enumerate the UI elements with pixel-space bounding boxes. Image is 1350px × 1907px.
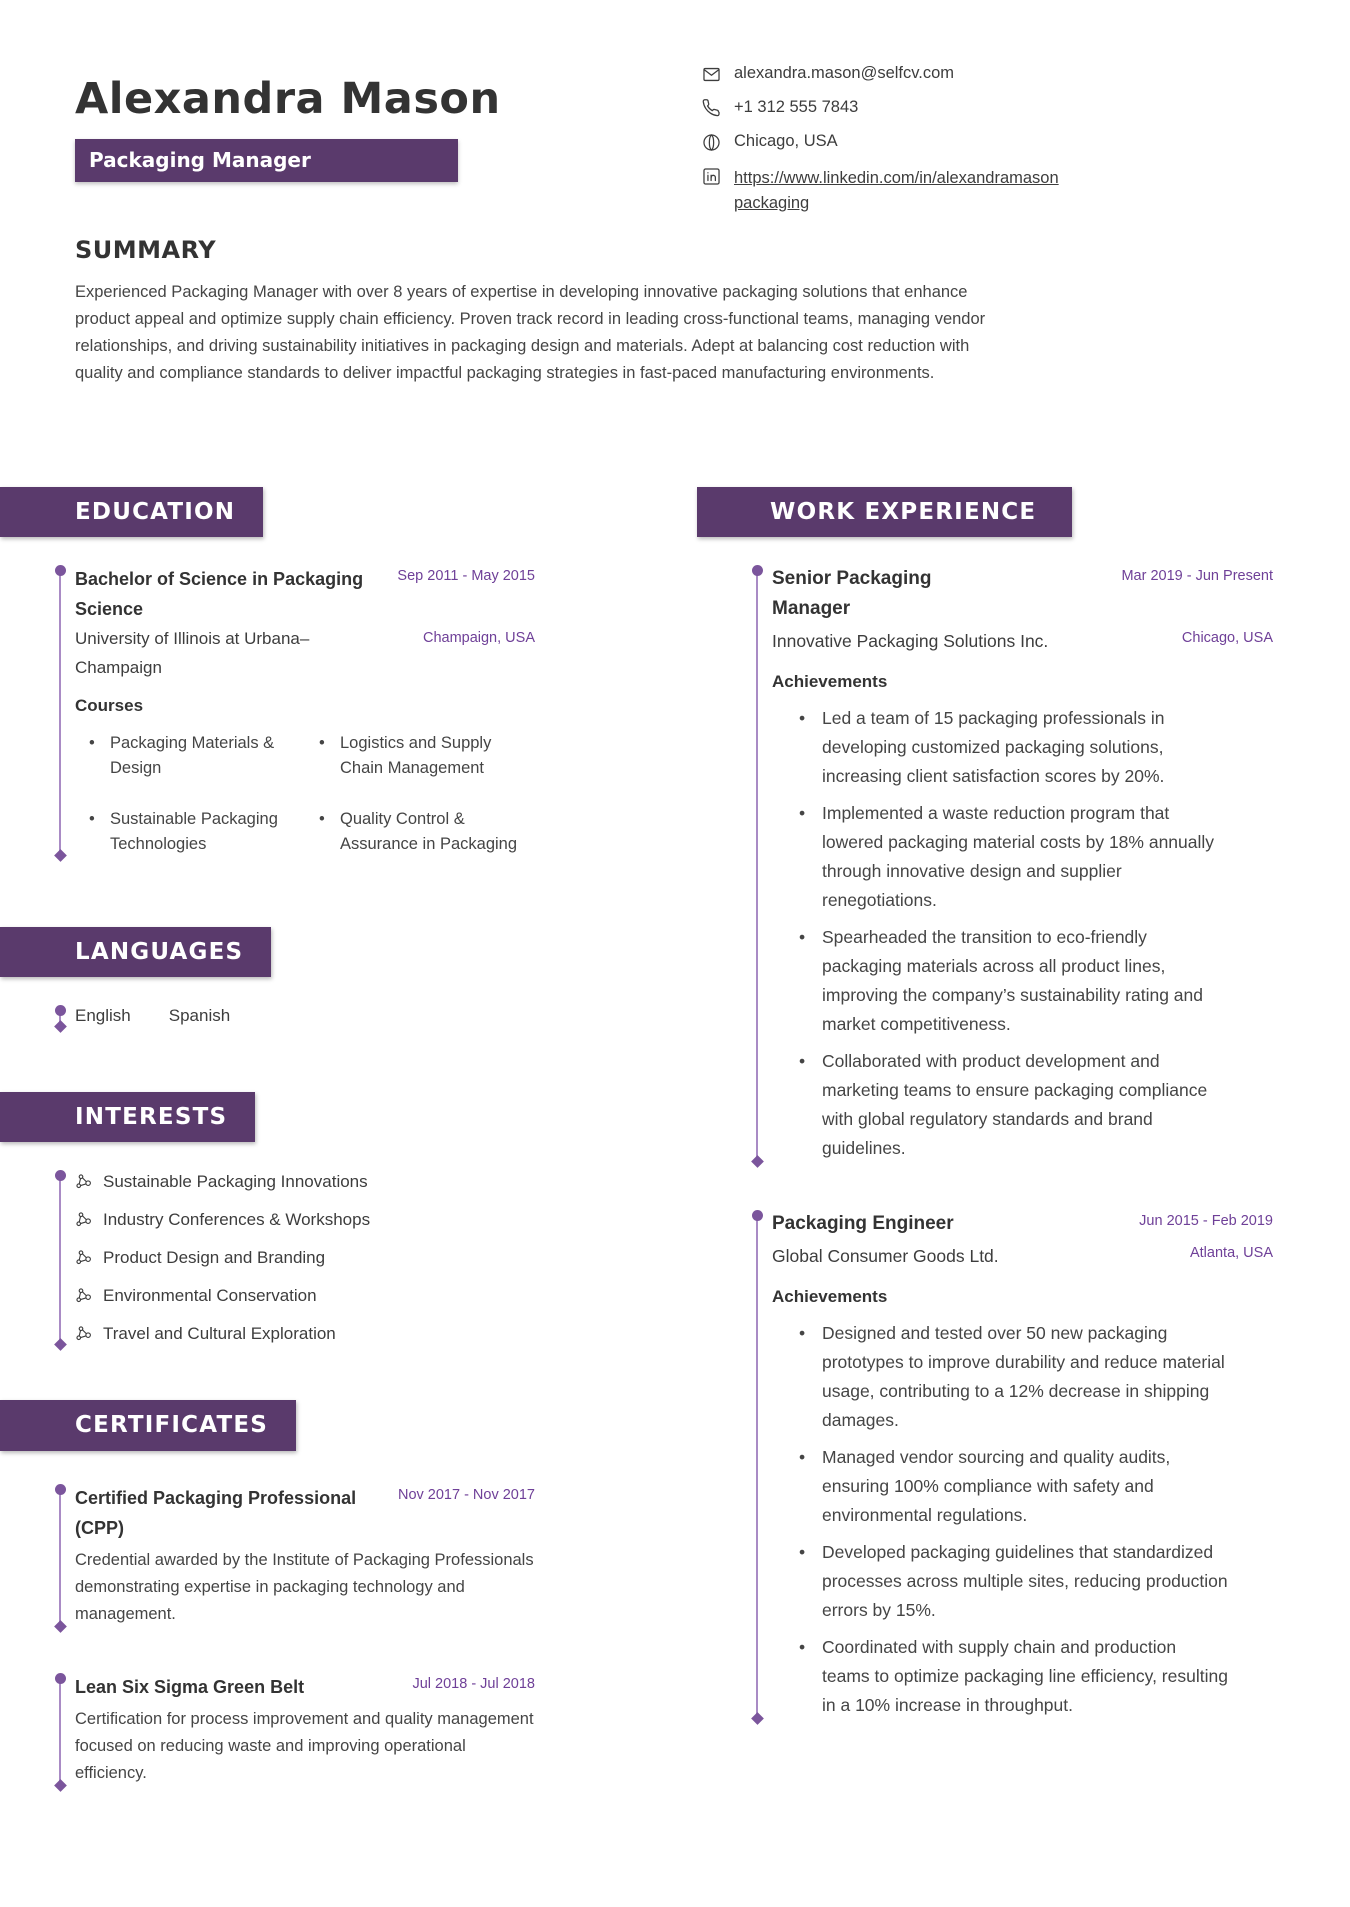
achievements-label: Achievements bbox=[772, 1287, 888, 1307]
interest-label: Environmental Conservation bbox=[103, 1286, 317, 1306]
courses-list bbox=[75, 731, 535, 857]
job-dates: Mar 2019 - Jun Present bbox=[1121, 568, 1273, 585]
achievement-item: • Designed and tested over 50 new packaging prototypes to improve durability and reduce material usage, contributing to a 12% decrease in shipping damages. bbox=[772, 1319, 1228, 1435]
interests-list bbox=[75, 1169, 535, 1346]
interest-label: Travel and Cultural Exploration bbox=[103, 1324, 336, 1344]
achievement-item: • Collaborated with product development and marketing teams to ensure packaging compliance with global regulatory standards and brand guidelines. bbox=[772, 1047, 1228, 1163]
timeline-dot bbox=[55, 565, 66, 576]
certificate-description: Credential awarded by the Institute of Packaging Professionals demonstrating expertise in packaging technology and management. bbox=[75, 1550, 534, 1623]
phone-icon bbox=[702, 99, 721, 118]
achievement-item: • Spearheaded the transition to eco-friendly packaging materials across all product lines, improving the company’s sustainability rating and market competitiveness. bbox=[772, 923, 1228, 1039]
timeline-dot bbox=[55, 1005, 66, 1016]
timeline-dot bbox=[55, 1170, 66, 1181]
timeline-dot bbox=[752, 1210, 763, 1221]
right-column bbox=[772, 487, 1273, 1787]
achievement-item: • Developed packaging guidelines that standardized processes across multiple sites, reducing production errors by 15%. bbox=[772, 1538, 1228, 1625]
achievements-label: Achievements bbox=[772, 672, 888, 692]
molecule-icon bbox=[75, 1249, 93, 1267]
courses-label: Courses bbox=[75, 696, 144, 716]
education-entry bbox=[75, 564, 535, 857]
envelope-icon bbox=[702, 65, 721, 84]
school-name: University of Illinois at Urbana–Champaign bbox=[75, 629, 310, 678]
contact-email-row bbox=[702, 64, 1062, 84]
contact-email: alexandra.mason@selfcv.com bbox=[734, 64, 955, 82]
globe-icon bbox=[702, 133, 721, 152]
achievement-item: • Managed vendor sourcing and quality audits, ensuring 100% compliance with safety and environmental regulations. bbox=[772, 1443, 1228, 1530]
molecule-icon bbox=[75, 1211, 93, 1229]
achievement-item: • Led a team of 15 packaging professionals in developing customized packaging solutions, increasing client satisfaction scores by 20%. bbox=[772, 704, 1228, 791]
molecule-icon bbox=[75, 1287, 93, 1305]
achievement-item: • Coordinated with supply chain and production teams to optimize packaging line efficiency, resulting in a 10% increase in throughput. bbox=[772, 1633, 1228, 1720]
job-title: Packaging Engineer bbox=[772, 1213, 954, 1235]
linkedin-link[interactable]: https://www.linkedin.com/in/alexandramasonpackaging bbox=[734, 169, 1059, 212]
interest-label: Industry Conferences & Workshops bbox=[103, 1210, 371, 1230]
achievements-list bbox=[772, 1319, 1273, 1720]
company-name: Innovative Packaging Solutions Inc. bbox=[772, 631, 1049, 652]
achievement-item: • Implemented a waste reduction program that lowered packaging material costs by 18% annually through innovative design and supplier renegotiations. bbox=[772, 799, 1228, 915]
contact-location: Chicago, USA bbox=[734, 132, 838, 150]
contact-location-text contact-phone: +1 312 555 7843 bbox=[734, 98, 859, 116]
interest-label: Sustainable Packaging Innovations bbox=[103, 1172, 368, 1192]
interest-item bbox=[75, 1321, 535, 1346]
summary-text: Experienced Packaging Manager with over 8 years of expertise in developing innovative packaging solutions that enhance product appeal and optimize supply chain efficiency. Proven track record in leading cross-functional teams, managing vendor relationships, and driving sustainability initiatives in packaging design and materials. Adept at balancing cost reduction with quality and compliance standards to deliver impactful packaging strategies in fast-paced manufacturing environments. bbox=[75, 283, 986, 382]
job-title-badge: Packaging Manager bbox=[75, 139, 458, 182]
interest-item bbox=[75, 1169, 535, 1194]
degree-title: Bachelor of Science in Packaging Science bbox=[75, 569, 364, 620]
certificate-description: Certification for process improvement and quality management focused on reducing waste and improving operational efficiency. bbox=[75, 1709, 534, 1782]
certificate-entry bbox=[75, 1672, 535, 1787]
job-title: Senior Packaging Manager bbox=[772, 568, 932, 620]
certificate-title: Certified Packaging Professional (CPP) bbox=[75, 1487, 357, 1538]
summary-section bbox=[0, 236, 1350, 387]
interest-label: Product Design and Branding bbox=[103, 1248, 326, 1268]
interests-section-badge: INTERESTS bbox=[0, 1092, 255, 1142]
summary-heading: SUMMARY bbox=[75, 236, 217, 264]
company-name: Global Consumer Goods Ltd. bbox=[772, 1246, 999, 1267]
certificate-entry bbox=[75, 1483, 535, 1628]
language-item: Spanish bbox=[168, 1006, 231, 1026]
molecule-icon bbox=[75, 1173, 93, 1191]
job-location: Chicago, USA bbox=[1181, 630, 1273, 647]
language-item: English bbox=[75, 1006, 131, 1026]
contact-list bbox=[702, 64, 1062, 230]
interest-item bbox=[75, 1207, 535, 1232]
linkedin-icon bbox=[702, 167, 721, 186]
timeline-dot bbox=[752, 565, 763, 576]
education-location: Champaign, USA bbox=[422, 630, 535, 647]
contact-phone-row bbox=[702, 98, 1062, 118]
languages-section-badge: LANGUAGES bbox=[0, 927, 271, 977]
job-entry bbox=[772, 564, 1273, 1163]
job-dates: Jun 2015 - Feb 2019 bbox=[1139, 1213, 1273, 1230]
course-item: • Quality Control & Assurance in Packaging bbox=[305, 807, 535, 857]
person-name: Alexandra Mason bbox=[75, 74, 501, 124]
course-item: • Sustainable Packaging Technologies bbox=[75, 807, 305, 857]
certificate-dates: Jul 2018 - Jul 2018 bbox=[412, 1675, 535, 1692]
education-dates: Sep 2011 - May 2015 bbox=[397, 568, 535, 585]
job-entry bbox=[772, 1209, 1273, 1720]
body-columns bbox=[0, 487, 1350, 1787]
education-section-badge: EDUCATION bbox=[0, 487, 263, 537]
job-location: Atlanta, USA bbox=[1189, 1245, 1273, 1262]
interest-item bbox=[75, 1283, 535, 1308]
course-item: • Packaging Materials & Design bbox=[75, 731, 305, 781]
interests-entry bbox=[75, 1169, 535, 1346]
certificates-section-badge: CERTIFICATES bbox=[0, 1400, 296, 1450]
interest-item bbox=[75, 1245, 535, 1270]
contact-location-row bbox=[702, 132, 1062, 152]
molecule-icon bbox=[75, 1325, 93, 1343]
left-column bbox=[75, 487, 535, 1787]
contact-linkedin-row bbox=[702, 166, 1062, 216]
achievements-list bbox=[772, 704, 1273, 1163]
certificate-title: Lean Six Sigma Green Belt bbox=[75, 1676, 305, 1697]
header bbox=[0, 0, 1350, 212]
timeline-dot bbox=[55, 1673, 66, 1684]
languages-entry bbox=[75, 1004, 535, 1028]
certificate-dates: Nov 2017 - Nov 2017 bbox=[397, 1486, 535, 1503]
work-section-badge: WORK EXPERIENCE bbox=[697, 487, 1072, 537]
course-item: • Logistics and Supply Chain Management bbox=[305, 731, 535, 781]
timeline-dot bbox=[55, 1484, 66, 1495]
